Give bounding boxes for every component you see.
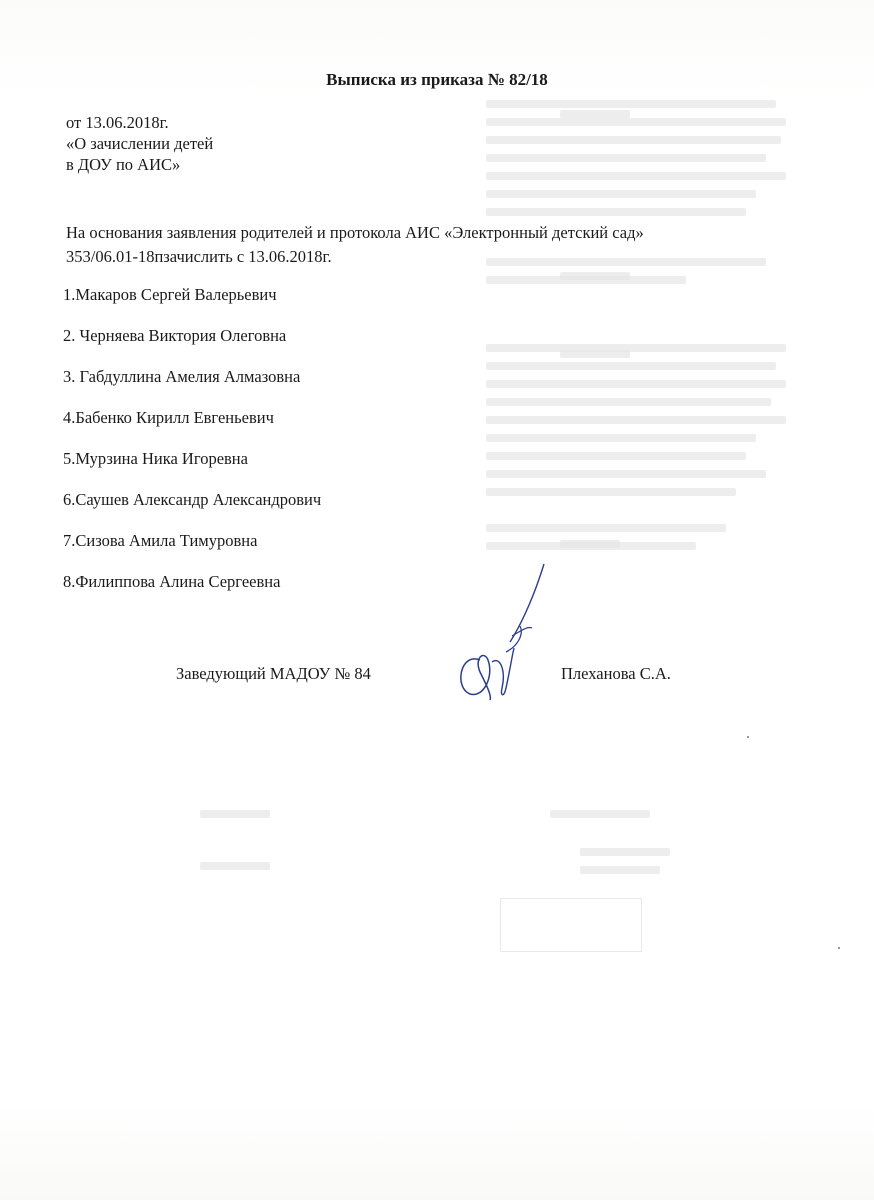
list-item: 8.Филиппова Алина Сергеевна: [63, 572, 281, 591]
list-item: 1.Макаров Сергей Валерьевич: [63, 285, 277, 304]
signatory-position: Заведующий МАДОУ № 84: [176, 664, 371, 683]
list-item: 6.Саушев Александр Александрович: [63, 490, 322, 509]
order-basis-line-2: 353/06.01-18пзачислить с 13.06.2018г.: [66, 247, 332, 266]
list-item: 3. Габдуллина Амелия Алмазовна: [63, 367, 301, 386]
document-title-text: Выписка из приказа № 82/18: [326, 70, 548, 89]
document-title: [0, 70, 874, 90]
order-basis: [66, 222, 644, 270]
paper-speck: [838, 947, 840, 949]
paper-speck: [747, 736, 749, 738]
handwritten-signature: [440, 560, 570, 710]
order-subject-line-1: «О зачислении детей: [66, 134, 214, 153]
list-item: 7.Сизова Амила Тимуровна: [63, 531, 258, 550]
signatory-name: Плеханова С.А.: [561, 664, 671, 683]
children-list: [63, 284, 321, 612]
list-item: 4.Бабенко Кирилл Евгеньевич: [63, 408, 274, 427]
order-header: [66, 112, 213, 175]
order-subject-line-2: в ДОУ по АИС»: [66, 155, 181, 174]
order-basis-line-1: На основания заявления родителей и протокола АИС «Электронный детский сад»: [66, 223, 644, 242]
order-date: от 13.06.2018г.: [66, 113, 169, 132]
list-item: 2. Черняева Виктория Олеговна: [63, 326, 287, 345]
list-item: 5.Мурзина Ника Игоревна: [63, 449, 248, 468]
